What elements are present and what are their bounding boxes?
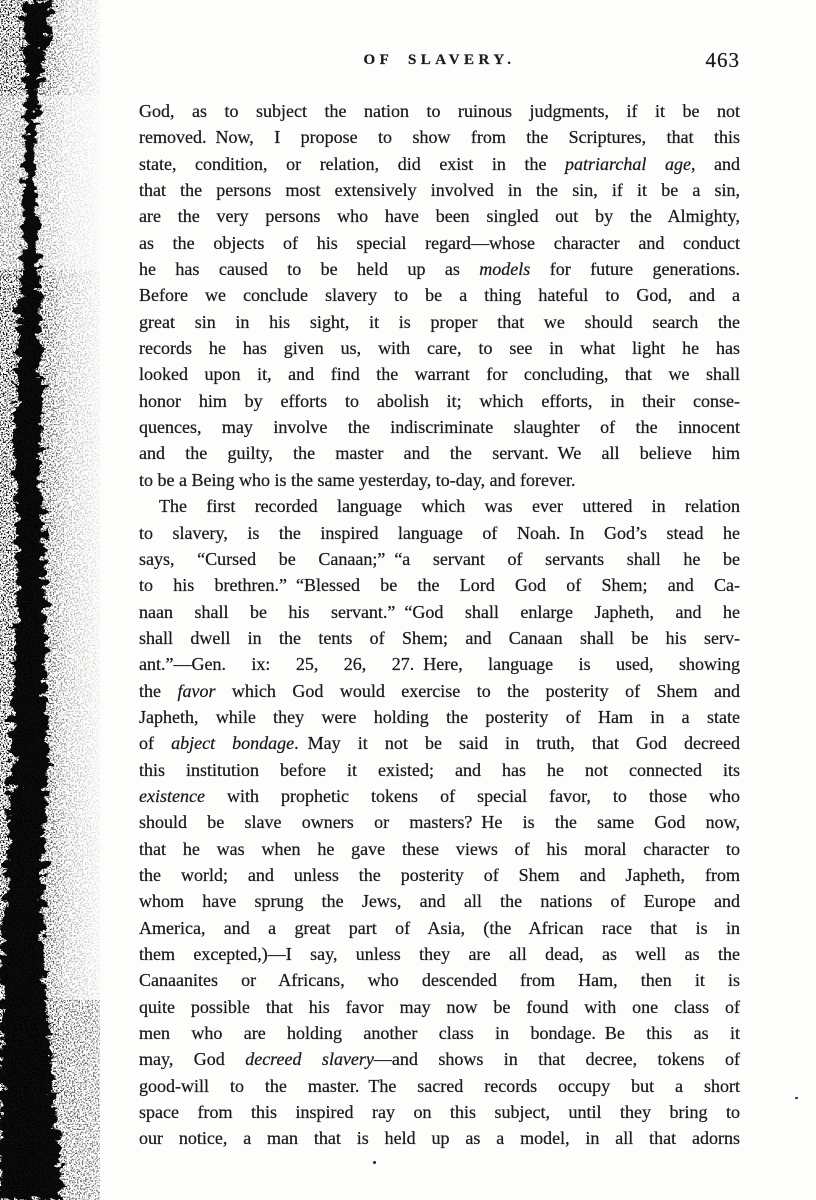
text-line: that he was when he gave these views of his moral character to — [139, 838, 740, 859]
text-line: Canaanites or Africans, who descended from Ham, then it is — [139, 970, 740, 991]
scan-artifact-band — [0, 0, 110, 1200]
text-line: to be a Being who is the same yesterday, to-day, and forever. — [139, 469, 576, 490]
text-line: quite possible that his favor may now be found with one class of — [139, 996, 740, 1017]
text-line: men who are holding another class in bondage. Be this as it — [139, 1023, 740, 1044]
text-line: the world; and unless the posterity of Shem and Japheth, from — [139, 864, 740, 885]
text-line: records he has given us, with care, to see in what light he has — [139, 338, 740, 359]
running-head-title: OF SLAVERY. — [363, 52, 516, 68]
text-line: great sin in his sight, it is proper that we should search the — [139, 311, 740, 332]
page-header — [139, 48, 740, 84]
text-line: God, as to subject the nation to ruinous judgments, if it be not — [139, 101, 740, 121]
text-line: to slavery, is the inspired language of Noah. In God’s stead he — [139, 522, 740, 543]
text-line: ant.”—Gen. ix: 25, 26, 27. Here, language is used, showing — [139, 654, 740, 675]
text-line: shall dwell in the tents of Shem; and Canaan shall be his serv- — [139, 627, 740, 648]
text-line: are the very persons who have been singled out by the Almighty, — [139, 206, 740, 227]
text-line: this institution before it existed; and has he not connected its — [139, 759, 740, 780]
text-line: existence with prophetic tokens of special favor, to those who — [139, 785, 740, 806]
text-line: of abject bondage. May it not be said in truth, that God decreed — [139, 733, 740, 754]
text-line: Japheth, while they were holding the posterity of Ham in a state — [139, 706, 740, 727]
text-line: naan shall be his servant.” “God shall enlarge Japheth, and he — [139, 601, 740, 622]
text-line: the favor which God would exercise to the posterity of Shem and — [139, 680, 740, 701]
text-line: state, condition, or relation, did exist in the patriarchal age, and — [139, 153, 741, 174]
body-text — [139, 98, 740, 1152]
text-line: and the guilty, the master and the servant. We all believe him — [139, 443, 740, 464]
text-line: Before we conclude slavery to be a thing hateful to God, and a — [139, 285, 740, 306]
text-line: as the objects of his special regard—whose character and conduct — [139, 232, 740, 253]
text-line: that the persons most extensively involved in the sin, if it be a sin, — [139, 180, 740, 201]
text-line: looked upon it, and find the warrant for concluding, that we shall — [139, 364, 740, 385]
text-line: our notice, a man that is held up as a model, in all that adorns — [139, 1128, 740, 1149]
text-line: to his brethren.” “Blessed be the Lord God of Shem; and Ca- — [139, 575, 740, 596]
page-number: 463 — [705, 48, 740, 72]
text-line: quences, may involve the indiscriminate slaughter of the innocent — [139, 417, 740, 438]
ink-speck — [795, 1097, 798, 1099]
text-line: removed. Now, I propose to show from the Scriptures, that this — [139, 127, 740, 148]
text-line: The first recorded language which was ever uttered in relation — [159, 496, 740, 517]
ink-speck — [373, 1161, 376, 1164]
text-line: may, God decreed slavery—and shows in that decree, tokens of — [139, 1049, 740, 1070]
text-line: should be slave owners or masters? He is the same God now, — [139, 812, 740, 833]
text-line: whom have sprung the Jews, and all the nations of Europe and — [139, 891, 740, 912]
text-line: America, and a great part of Asia, (the African race that is in — [139, 917, 740, 938]
text-line: space from this inspired ray on this subject, until they bring to — [139, 1102, 740, 1123]
text-line: good-will to the master. The sacred records occupy but a short — [139, 1075, 740, 1096]
text-line: he has caused to be held up as models for future generations. — [139, 259, 740, 280]
text-line: honor him by efforts to abolish it; which efforts, in their conse- — [139, 390, 740, 411]
text-line: them excepted,)—I say, unless they are all dead, as well as the — [139, 944, 740, 964]
text-line: says, “Cursed be Canaan;” “a servant of servants shall he be — [139, 548, 740, 569]
